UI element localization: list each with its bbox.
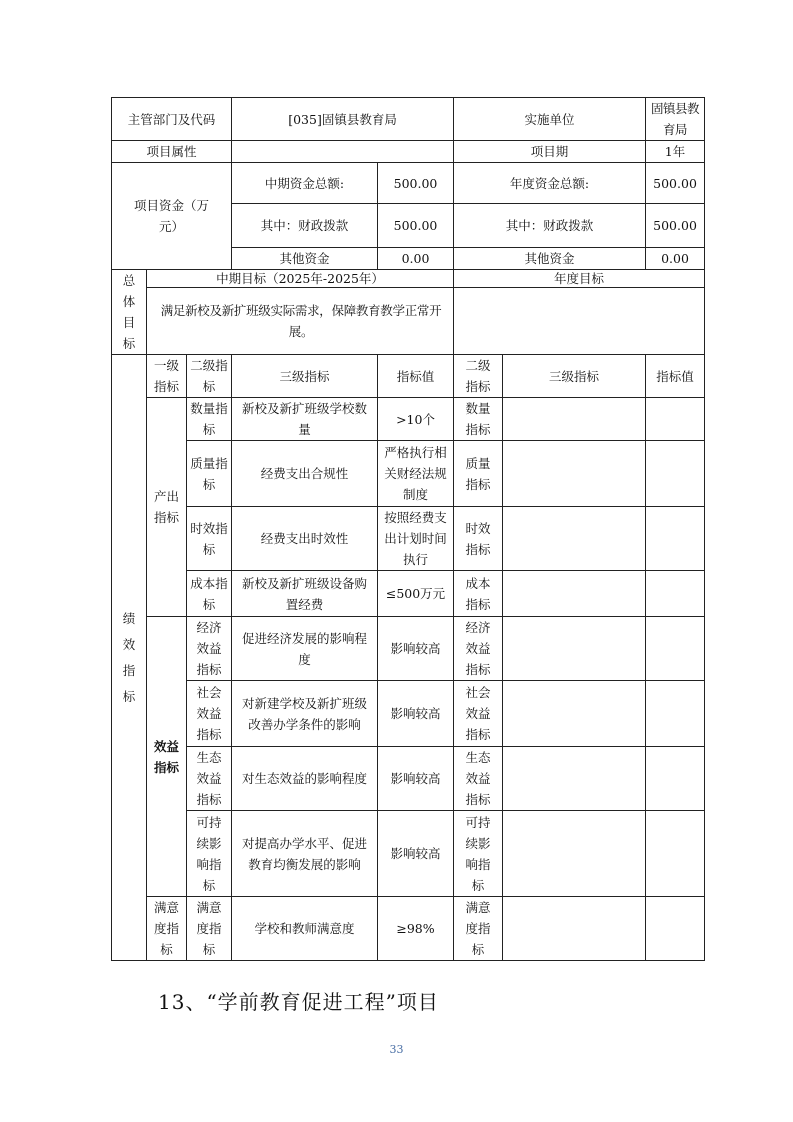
period-label: 项目期 <box>454 141 646 163</box>
l2-quantity: 数量指标 <box>187 398 232 441</box>
value-year-satisfaction <box>646 897 705 961</box>
year-other-label: 其他资金 <box>454 248 646 270</box>
value-year-quantity <box>646 398 705 441</box>
page-number: 33 <box>389 1043 404 1056</box>
l3-sustainable: 对提高办学水平、促进教育均衡发展的影响 <box>232 811 378 897</box>
funds-label: 项目资金（万元） <box>112 163 232 270</box>
l3-year-sustainable <box>503 811 646 897</box>
value-year-cost <box>646 571 705 617</box>
value-year-economic <box>646 617 705 681</box>
value-satisfaction: ≥98% <box>378 897 454 961</box>
l2-year-sustainable: 可持续影响指标 <box>454 811 503 897</box>
value-year-sustainable <box>646 811 705 897</box>
l3-year-social <box>503 681 646 747</box>
value-year-ecological <box>646 747 705 811</box>
dept-value: [035]固镇县教育局 <box>232 98 454 141</box>
mid-total-value: 500.00 <box>378 163 454 204</box>
l2-timeliness: 时效指标 <box>187 507 232 571</box>
value-year-timeliness <box>646 507 705 571</box>
l3-ecological: 对生态效益的影响程度 <box>232 747 378 811</box>
l2-year-satisfaction: 满意度指标 <box>454 897 503 961</box>
col-l3-year-header: 三级指标 <box>503 355 646 398</box>
l2-year-quality: 质量指标 <box>454 441 503 507</box>
section-heading: 13、“学前教育促进工程”项目 <box>158 990 439 1014</box>
l2-year-ecological: 生态效益指标 <box>454 747 503 811</box>
l2-year-quantity: 数量指标 <box>454 398 503 441</box>
value-social: 影响较高 <box>378 681 454 747</box>
l1-benefit: 效益指标 <box>147 617 187 897</box>
col-value-year-header: 指标值 <box>646 355 705 398</box>
l3-year-timeliness <box>503 507 646 571</box>
l3-year-satisfaction <box>503 897 646 961</box>
year-other-value: 0.00 <box>646 248 705 270</box>
l2-ecological: 生态效益指标 <box>187 747 232 811</box>
mid-fiscal-value: 500.00 <box>378 204 454 248</box>
mid-goal-header: 中期目标（2025年-2025年） <box>147 270 454 288</box>
goals-label: 总体目标 <box>112 270 147 355</box>
l2-satisfaction: 满意度指标 <box>187 897 232 961</box>
unit-value: 固镇县教育局 <box>646 98 705 141</box>
mid-total-label: 中期资金总额: <box>232 163 378 204</box>
col-l1-header: 一级指标 <box>147 355 187 398</box>
value-year-social <box>646 681 705 747</box>
l2-social: 社会效益指标 <box>187 681 232 747</box>
col-l2-year-header: 二级指标 <box>454 355 503 398</box>
value-quality: 严格执行相关财经法规制度 <box>378 441 454 507</box>
l2-year-social: 社会效益指标 <box>454 681 503 747</box>
l3-timeliness: 经费支出时效性 <box>232 507 378 571</box>
l3-year-cost <box>503 571 646 617</box>
col-l2-header: 二级指标 <box>187 355 232 398</box>
col-value-header: 指标值 <box>378 355 454 398</box>
attr-value <box>232 141 454 163</box>
l3-year-quantity <box>503 398 646 441</box>
l3-quantity: 新校及新扩班级学校数量 <box>232 398 378 441</box>
l2-cost: 成本指标 <box>187 571 232 617</box>
performance-table <box>111 97 705 961</box>
l3-year-economic <box>503 617 646 681</box>
year-fiscal-label: 其中：财政拨款 <box>454 204 646 248</box>
year-goal-text <box>454 288 705 355</box>
l1-output: 产出指标 <box>147 398 187 617</box>
year-fiscal-value: 500.00 <box>646 204 705 248</box>
mid-other-label: 其他资金 <box>232 248 378 270</box>
l3-economic: 促进经济发展的影响程度 <box>232 617 378 681</box>
year-total-value: 500.00 <box>646 163 705 204</box>
dept-label: 主管部门及代码 <box>112 98 232 141</box>
unit-label: 实施单位 <box>454 98 646 141</box>
value-timeliness: 按照经费支出计划时间执行 <box>378 507 454 571</box>
value-sustainable: 影响较高 <box>378 811 454 897</box>
value-ecological: 影响较高 <box>378 747 454 811</box>
l3-social: 对新建学校及新扩班级改善办学条件的影响 <box>232 681 378 747</box>
perf-label: 绩效指标 <box>112 355 147 961</box>
l3-quality: 经费支出合规性 <box>232 441 378 507</box>
year-goal-header: 年度目标 <box>454 270 705 288</box>
l3-cost: 新校及新扩班级设备购置经费 <box>232 571 378 617</box>
l2-economic: 经济效益指标 <box>187 617 232 681</box>
value-quantity: >10个 <box>378 398 454 441</box>
l3-year-quality <box>503 441 646 507</box>
l2-year-timeliness: 时效指标 <box>454 507 503 571</box>
l2-year-cost: 成本指标 <box>454 571 503 617</box>
l2-year-economic: 经济效益指标 <box>454 617 503 681</box>
l3-year-ecological <box>503 747 646 811</box>
value-year-quality <box>646 441 705 507</box>
l2-quality: 质量指标 <box>187 441 232 507</box>
value-cost: ≤500万元 <box>378 571 454 617</box>
period-value: 1年 <box>646 141 705 163</box>
mid-fiscal-label: 其中：财政拨款 <box>232 204 378 248</box>
l1-satisfaction: 满意度指标 <box>147 897 187 961</box>
attr-label: 项目属性 <box>112 141 232 163</box>
mid-other-value: 0.00 <box>378 248 454 270</box>
l2-sustainable: 可持续影响指标 <box>187 811 232 897</box>
mid-goal-text: 满足新校及新扩班级实际需求，保障教育教学正常开展。 <box>147 288 454 355</box>
value-economic: 影响较高 <box>378 617 454 681</box>
year-total-label: 年度资金总额: <box>454 163 646 204</box>
l3-satisfaction: 学校和教师满意度 <box>232 897 378 961</box>
col-l3-header: 三级指标 <box>232 355 378 398</box>
